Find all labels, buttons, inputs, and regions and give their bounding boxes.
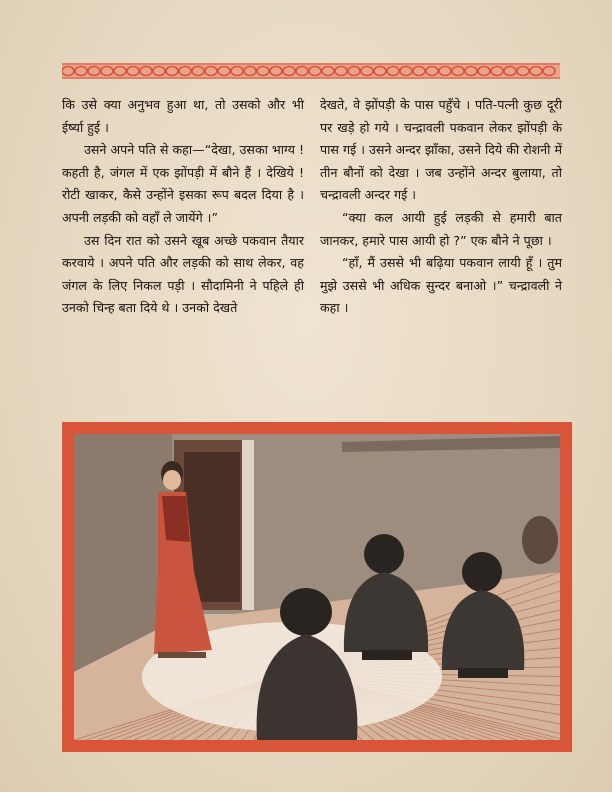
paragraph: उसने अपने पति से कहा—“देखा, उसका भाग्य ! कहती है, जंगल में एक झोंपड़ी में बौने हैं । देखिये ! रोटी खाकर, कैसे उन्होंने इसका रूप बदल दिया है । अपनी लड़की को वहाँ ले जायेंगे ।” xyxy=(62,142,304,225)
paragraph: कि उसे क्या अनुभव हुआ था, तो उसको और भी ईर्ष्या हुई । xyxy=(62,97,304,135)
left-column xyxy=(62,94,304,408)
paragraph: “हाँ, मैं उससे भी बढ़िया पकवान लायी हूँ । तुम मुझे उससे भी अधिक सुन्दर बनाओ ।” चन्द्रावली ने कहा । xyxy=(320,255,562,316)
text-columns xyxy=(62,94,562,408)
story-illustration xyxy=(62,422,572,752)
decorative-border xyxy=(62,63,560,79)
paragraph: “क्या कल आयी हुई लड़की से हमारी बात जानकर, हमारे पास आयी हो ?” एक बौने ने पूछा । xyxy=(320,209,562,248)
right-column xyxy=(320,94,562,408)
paragraph: उस दिन रात को उसने खूब अच्छे पकवान तैयार करवाये । अपने पति और लड़की को साथ लेकर, वह जंगल के लिए निकल पड़ी । सौदामिनी ने पहिले ही उनको चिन्ह बता दिये थे । उनको देखते xyxy=(62,232,304,316)
paragraph: देखते, वे झोंपड़ी के पास पहुँचे । पति-पत्नी कुछ दूरी पर खड़े हो गये । चन्द्रावली पकवान लेकर झोंपड़ी के पास गई । उसने अन्दर झाँका, उसने दिये की रोशनी में तीन बौनों को देखा । जब उन्होंने अन्दर बुलाया, तो चन्द्रावली अन्दर गई । xyxy=(320,97,562,203)
